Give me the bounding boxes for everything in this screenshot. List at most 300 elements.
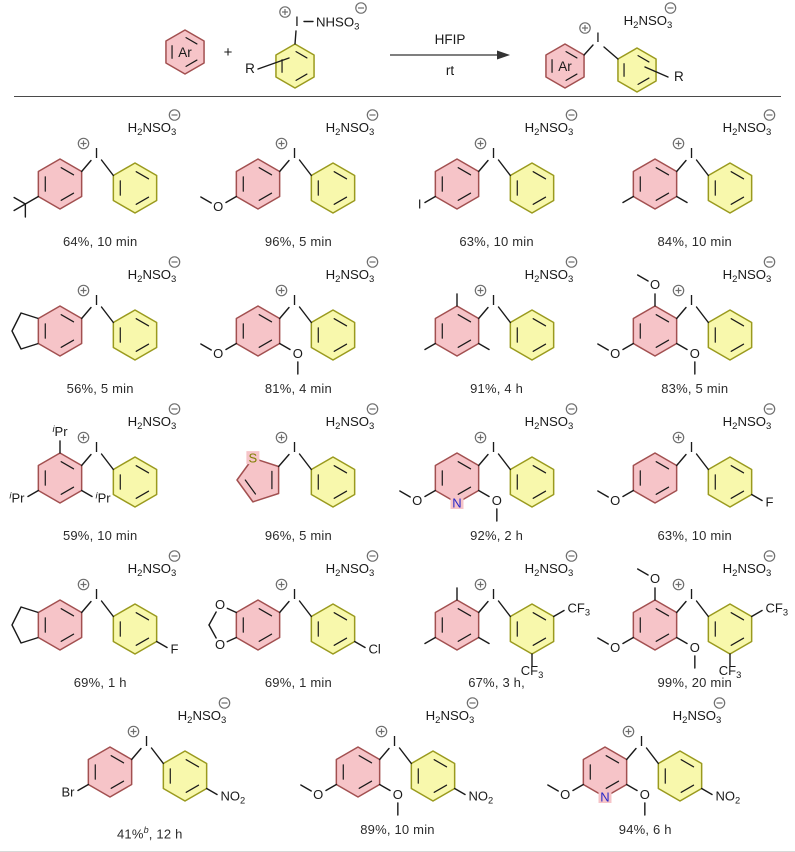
svg-text:I: I [689, 587, 694, 603]
compound-cell [597, 102, 793, 249]
counterion-label [128, 404, 180, 432]
minus-charge-icon [169, 257, 179, 267]
iodonium-center [673, 138, 708, 175]
product-row [0, 690, 795, 841]
svg-text:I: I [292, 440, 297, 456]
compound-cell [2, 543, 198, 690]
minus-charge-icon [764, 257, 774, 267]
svg-text:HFIP: HFIP [434, 32, 466, 47]
counterion-label [722, 110, 774, 138]
counterion-label [524, 551, 576, 579]
time-value: 10 min [493, 234, 534, 249]
svg-text:H2NSO3: $H_2NSO_3$ [127, 561, 177, 579]
caption-separator: , [645, 822, 654, 837]
left-aryl-ring [598, 569, 700, 668]
product-row [0, 249, 795, 396]
plus-charge-icon [277, 285, 287, 295]
yield-time-caption [619, 823, 672, 837]
plus-charge-icon [78, 285, 88, 295]
svg-text:O: O [213, 346, 224, 361]
svg-text:O: O [560, 787, 571, 802]
svg-text:I: I [144, 734, 149, 750]
left-aryl-ring [598, 453, 677, 508]
yield-value: 96% [264, 528, 292, 543]
svg-text:R: R [674, 69, 684, 84]
plus-charge-icon [128, 726, 138, 736]
caption-separator: , [496, 381, 505, 396]
yield-value: 59% [62, 528, 90, 543]
structure-drawing [2, 543, 198, 676]
counterion-label [326, 110, 378, 138]
plus-charge-icon [673, 579, 683, 589]
svg-text:CF3: $CF_3$ [520, 663, 543, 680]
compound-cell [547, 690, 743, 837]
caption-separator: , [100, 675, 108, 690]
yield-value: 69% [264, 675, 292, 690]
structure-drawing [300, 690, 496, 823]
svg-text:I: I [689, 146, 694, 162]
compound-cell [597, 396, 793, 543]
minus-charge-icon [368, 110, 378, 120]
caption-separator: , [291, 234, 300, 249]
left-aryl-ring [417, 159, 478, 212]
right-aryl-ring [312, 310, 355, 360]
reaction-arrow [390, 32, 510, 78]
svg-text:Ar: Ar [558, 59, 572, 74]
minus-charge-icon [219, 698, 229, 708]
plus-charge-icon [475, 579, 485, 589]
svg-text:O: O [491, 493, 502, 508]
minus-charge-icon [169, 404, 179, 414]
minus-charge-icon [715, 698, 725, 708]
left-aryl-ring [623, 159, 687, 209]
svg-text:H2NSO3: $H_2NSO_3$ [722, 267, 772, 285]
svg-text:H2NSO3: $H_2NSO_3$ [524, 267, 573, 285]
caption-separator: , [89, 234, 98, 249]
caption-separator: , [496, 528, 505, 543]
plus-charge-icon [475, 432, 485, 442]
time-value: 6 h [653, 822, 672, 837]
structure-drawing [597, 249, 793, 382]
right-aryl-ring [411, 751, 493, 806]
right-aryl-ring [312, 457, 355, 507]
svg-text:H2NSO3: $H_2NSO_3$ [672, 708, 722, 726]
yield-time-caption [74, 676, 127, 690]
counterion-label [524, 257, 576, 285]
yield-time-caption [265, 382, 332, 396]
yield-value: 56% [66, 381, 94, 396]
minus-charge-icon [467, 698, 477, 708]
compound-cell [300, 690, 496, 837]
yield-time-caption [265, 676, 332, 690]
counterion-label [177, 698, 229, 726]
yield-value: 64% [62, 234, 90, 249]
svg-text:N: N [600, 789, 610, 805]
caption-separator: , [687, 381, 696, 396]
svg-text:O: O [609, 346, 620, 361]
yield-value: 81% [264, 381, 292, 396]
right-aryl-ring [510, 310, 553, 360]
caption-separator: , [684, 234, 692, 249]
yield-value: 96% [264, 234, 292, 249]
yield-value: 63% [459, 234, 486, 249]
svg-text:H2NSO3: $H_2NSO_3$ [326, 120, 375, 138]
left-aryl-ring [237, 451, 279, 502]
yield-time-caption [470, 382, 523, 396]
compound-cell [52, 690, 248, 841]
left-aryl-ring [201, 159, 280, 214]
svg-text:H2NSO3: $H_2NSO_3$ [326, 267, 375, 285]
yield-value: 67% [468, 675, 495, 690]
structure-drawing [597, 543, 793, 680]
svg-text:NO2: $NO_2$ [468, 788, 493, 806]
svg-text:R: R [245, 61, 255, 76]
svg-text:I: I [94, 293, 99, 309]
iodonium-center [78, 138, 113, 175]
caption-separator: , [93, 381, 101, 396]
structure-drawing [52, 690, 248, 823]
right-aryl-ring [114, 604, 179, 657]
svg-text:iPr: $^i$Pr [52, 424, 68, 439]
svg-text:Cl: Cl [368, 641, 382, 657]
yield-value: 83% [661, 381, 688, 396]
counterion-label [524, 110, 576, 138]
right-aryl-ring [312, 604, 382, 657]
time-value: 5 min [100, 381, 134, 396]
svg-text:rt: rt [445, 63, 455, 78]
time-value: 5 min [299, 234, 332, 249]
counterion-label [326, 257, 378, 285]
right-aryl-ring [114, 163, 157, 213]
caption-separator: , [494, 675, 503, 690]
compound-cell [2, 396, 198, 543]
svg-text:+: + [223, 44, 233, 61]
svg-text:H2NSO3: $H_2NSO_3$ [623, 13, 673, 31]
product-aryl-ring [618, 48, 684, 92]
svg-text:N: N [451, 495, 462, 511]
structure-drawing [200, 396, 396, 529]
svg-text:H2NSO3: $H_2NSO_3$ [722, 120, 772, 138]
svg-text:Ar: Ar [178, 45, 192, 60]
plus-charge-icon [376, 726, 386, 736]
svg-text:H2NSO3: $H_2NSO_3$ [177, 708, 227, 726]
counterion-label [524, 404, 576, 432]
plus-charge-icon [78, 138, 88, 148]
svg-text:O: O [689, 640, 700, 655]
svg-text:I: I [417, 196, 422, 212]
svg-text:I: I [639, 734, 644, 750]
yield-value: 94% [618, 822, 646, 837]
svg-text:S: S [248, 450, 258, 466]
minus-charge-icon [566, 110, 576, 120]
svg-text:I: I [94, 440, 99, 456]
counterion-label [722, 551, 774, 579]
yield-time-caption [470, 529, 523, 543]
yield-value: 69% [73, 675, 101, 690]
svg-text:I: I [491, 146, 496, 162]
svg-text:H2NSO3: $H_2NSO_3$ [524, 414, 573, 432]
caption-separator: , [291, 675, 300, 690]
svg-text:H2NSO3: $H_2NSO_3$ [127, 267, 177, 285]
plus-charge-icon [277, 579, 287, 589]
time-value: 5 min [299, 528, 332, 543]
yield-time-caption [658, 676, 732, 690]
svg-text:I: I [292, 293, 297, 309]
compound-cell [399, 543, 595, 690]
iodonium-center [673, 285, 708, 322]
structure-drawing [399, 543, 595, 680]
compound-cell [200, 543, 396, 690]
plus-sign [224, 44, 233, 61]
svg-text:H2NSO3: $H_2NSO_3$ [326, 414, 375, 432]
compound-cell [597, 543, 793, 690]
svg-text:O: O [411, 493, 422, 508]
yield-value: 63% [657, 528, 685, 543]
minus-charge-icon [169, 110, 179, 120]
plus-charge-icon [277, 432, 287, 442]
svg-text:O: O [609, 640, 620, 655]
structure-drawing [2, 249, 198, 382]
svg-text:H2NSO3: $H_2NSO_3$ [524, 561, 573, 579]
counterion-label [722, 257, 774, 285]
product-row [0, 543, 795, 690]
counterion-label [326, 551, 378, 579]
svg-text:O: O [215, 637, 226, 652]
product-ar-ring [546, 44, 584, 88]
svg-text:O: O [392, 787, 403, 802]
iodonium-center [475, 579, 510, 616]
iodonium-center [78, 579, 113, 616]
compound-cell [2, 249, 198, 396]
minus-charge-icon [764, 110, 774, 120]
iodonium-center [277, 285, 312, 322]
yield-time-caption [265, 235, 332, 249]
reaction-scheme-drawing [0, 0, 795, 96]
left-aryl-ring [10, 424, 112, 506]
svg-text:I: I [391, 734, 397, 750]
time-value: 10 min [691, 528, 732, 543]
time-value: 1 h [107, 675, 127, 690]
compound-cell [200, 102, 396, 249]
right-aryl-ring [708, 457, 773, 510]
svg-text:O: O [640, 787, 651, 802]
svg-text:iPr: $^i$Pr [95, 490, 111, 506]
svg-text:H2NSO3: $H_2NSO_3$ [722, 561, 772, 579]
yield-time-caption [67, 382, 134, 396]
svg-text:O: O [293, 346, 304, 361]
svg-text:NHSO3: $NHSO_3$ [316, 14, 360, 33]
counterion-label [425, 698, 477, 726]
left-aryl-ring [598, 275, 700, 374]
yield-value: 84% [657, 234, 685, 249]
svg-text:I: I [596, 29, 600, 45]
plus-charge-icon [475, 285, 485, 295]
time-value: 5 min [695, 381, 729, 396]
svg-text:NO2: $NO_2$ [715, 788, 741, 806]
right-aryl-ring [659, 751, 741, 806]
time-value: 10 min [394, 822, 435, 837]
iodonium-center [624, 726, 659, 763]
iodonium-center [128, 726, 163, 763]
svg-text:iPr: $^i$Pr [9, 490, 25, 506]
svg-text:O: O [213, 199, 224, 214]
svg-text:H2NSO3: $H_2NSO_3$ [326, 561, 375, 579]
structure-drawing [200, 249, 396, 382]
structure-drawing [399, 249, 595, 382]
minus-charge-icon [356, 3, 366, 13]
minus-charge-icon [566, 404, 576, 414]
plus-charge-icon [673, 432, 683, 442]
plus-charge-icon [280, 7, 290, 17]
left-aryl-ring [399, 453, 501, 521]
time-value: 1 min [299, 675, 332, 690]
svg-text:F: F [765, 494, 774, 510]
caption-separator: , [291, 528, 300, 543]
yield-value: 92% [470, 528, 497, 543]
compound-cell [200, 396, 396, 543]
right-aryl-ring [114, 457, 157, 507]
right-aryl-ring [510, 163, 553, 213]
iodonium-center [277, 138, 312, 175]
plus-charge-icon [580, 23, 590, 33]
left-aryl-ring [61, 747, 131, 800]
left-aryl-ring [14, 159, 82, 217]
yield-time-caption [661, 382, 728, 396]
svg-text:H2NSO3: $H_2NSO_3$ [524, 120, 573, 138]
svg-text:O: O [649, 277, 660, 292]
time-value: 12 h [156, 826, 183, 842]
svg-text:I: I [491, 440, 496, 456]
time-value: 4 min [299, 381, 332, 396]
footnote-superscript: b [143, 825, 149, 835]
right-aryl-ring [510, 457, 553, 507]
yield-time-caption [459, 235, 533, 249]
svg-text:I: I [292, 587, 297, 603]
compound-cell [200, 249, 396, 396]
structure-drawing [399, 396, 595, 529]
iodonium-center [78, 432, 113, 469]
yield-value: 89% [360, 822, 387, 837]
yield-value: 41% [116, 826, 144, 842]
counterion-label [722, 404, 774, 432]
time-value: 3 h, [502, 675, 525, 690]
time-value: 10 min [97, 528, 138, 543]
reaction-scheme-header [0, 0, 795, 96]
structure-drawing [200, 102, 396, 235]
time-value: 4 h [504, 381, 524, 396]
right-aryl-ring [708, 163, 751, 213]
iodonium-center [277, 432, 312, 469]
time-value: 2 h [504, 528, 524, 543]
left-aryl-ring [548, 747, 650, 815]
plus-charge-icon [277, 138, 287, 148]
svg-text:I: I [689, 293, 694, 309]
minus-charge-icon [764, 551, 774, 561]
product-row [0, 102, 795, 249]
caption-separator: , [684, 675, 692, 690]
counterion-label [128, 551, 180, 579]
structure-drawing [2, 396, 198, 529]
svg-text:O: O [649, 571, 660, 586]
iodonium-center [673, 579, 708, 616]
yield-time-caption [658, 235, 732, 249]
left-aryl-ring [209, 597, 280, 652]
svg-text:I: I [491, 587, 496, 603]
svg-text:I: I [295, 13, 299, 29]
reagent-structure [245, 3, 366, 88]
caption-separator: , [89, 528, 98, 543]
svg-text:Br: Br [61, 784, 75, 800]
iodonium-center [475, 285, 510, 322]
iodonium-center [475, 432, 510, 469]
svg-text:F: F [170, 641, 179, 657]
plus-charge-icon [475, 138, 485, 148]
time-value: 20 min [691, 675, 732, 690]
plus-charge-icon [78, 432, 88, 442]
svg-text:I: I [491, 293, 496, 309]
left-aryl-ring [12, 600, 82, 650]
yield-value: 91% [470, 381, 497, 396]
time-value: 10 min [97, 234, 138, 249]
minus-charge-icon [764, 404, 774, 414]
minus-charge-icon [169, 551, 179, 561]
compound-cell [399, 249, 595, 396]
caption-separator: , [148, 826, 157, 842]
minus-charge-icon [566, 551, 576, 561]
svg-text:CF3: $CF_3$ [718, 663, 742, 680]
svg-text:CF3: $CF_3$ [567, 600, 590, 618]
svg-text:NO2: $NO_2$ [220, 788, 245, 806]
svg-text:O: O [689, 346, 700, 361]
iodonium-center [475, 138, 510, 175]
right-aryl-ring [708, 601, 788, 681]
iodonium-center [78, 285, 113, 322]
right-aryl-ring [312, 163, 355, 213]
left-aryl-ring [201, 306, 303, 374]
structure-drawing [200, 543, 396, 676]
structure-drawing [2, 102, 198, 235]
svg-text:H2NSO3: $H_2NSO_3$ [127, 120, 177, 138]
minus-charge-icon [368, 551, 378, 561]
left-aryl-ring [12, 306, 82, 356]
caption-separator: , [485, 234, 494, 249]
counterion-label [128, 257, 180, 285]
plus-charge-icon [673, 138, 683, 148]
yield-time-caption [117, 823, 183, 841]
svg-text:H2NSO3: $H_2NSO_3$ [425, 708, 474, 726]
plus-charge-icon [673, 285, 683, 295]
compound-cell [399, 102, 595, 249]
structure-drawing [597, 102, 793, 235]
reactant-ar-ring [166, 30, 204, 74]
right-aryl-ring [708, 310, 751, 360]
minus-charge-icon [665, 3, 675, 13]
yield-time-caption [265, 529, 332, 543]
svg-text:I: I [689, 440, 694, 456]
svg-text:CF3: $CF_3$ [765, 600, 788, 618]
left-aryl-ring [425, 294, 489, 356]
plus-charge-icon [624, 726, 634, 736]
right-aryl-ring [114, 310, 157, 360]
svg-text:H2NSO3: $H_2NSO_3$ [722, 414, 772, 432]
iodonium-center [673, 432, 708, 469]
compound-cell [2, 102, 198, 249]
svg-text:O: O [312, 787, 323, 802]
products-grid [0, 97, 795, 841]
right-aryl-ring [163, 751, 245, 806]
yield-time-caption [360, 823, 434, 837]
minus-charge-icon [566, 257, 576, 267]
